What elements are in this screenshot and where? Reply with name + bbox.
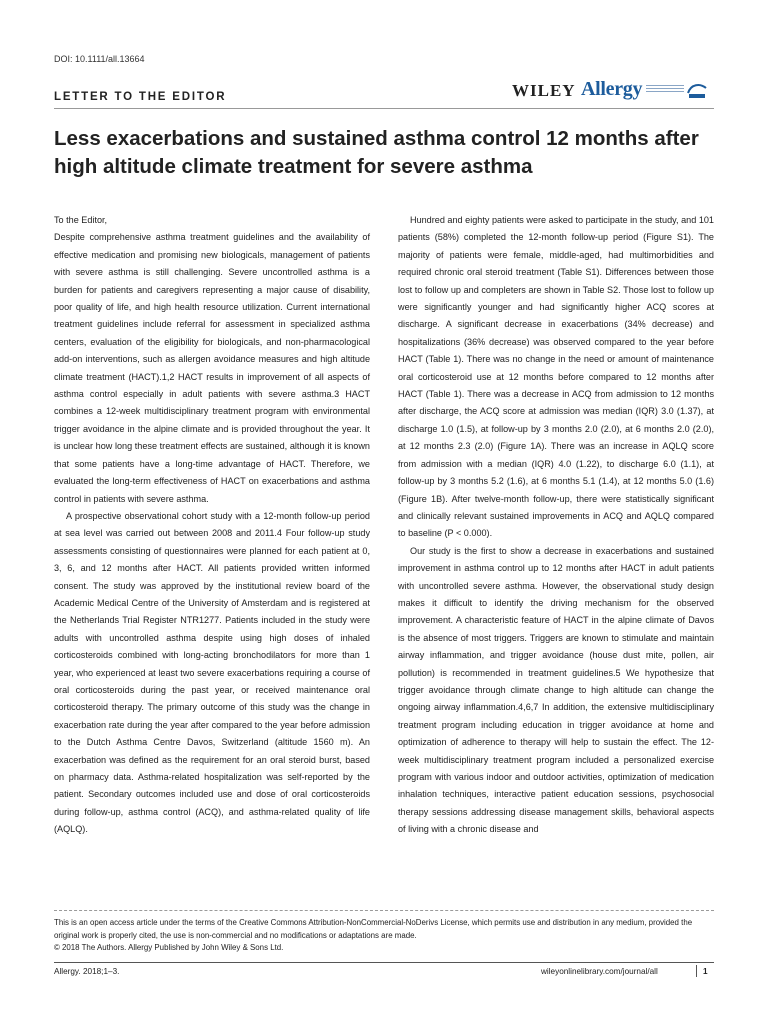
journal-name: Allergy [581,78,643,100]
copyright-text: © 2018 The Authors. Allergy Published by John Wiley & Sons Ltd. [54,943,284,952]
paragraph: A prospective observational cohort study with a 12-month follow-up period at sea level was carried out between 2008 and 2011.4 Four follow-up study assessments consisting of questionnaires were planned for each patient at 0, 3, 6, and 12 months after HACT. All patients provided written informed consent. The study was approved by the institutional review board of the Academic Medical Centre of the University of Amsterdam and is registered at the Netherlands Trial Register NTR1277. Patients included in the study were adults with uncontrolled asthma despite using high doses of inhaled corticosteroids combined with long-acting bronchodilators for more than 1 year, who experienced at least two severe exacerbations requiring a course of oral corticosteroids during the past year, or received maintenance oral corticosteroid therapy. The primary outcome of this study was the change in exacerbation rate during the year after compared to the year before admission to the Dutch Asthma Centre Davos, Switzerland (altitude 1560 m). An exacerbation was defined as the requirement for an oral steroid burst, based on pharmacy data. Asthma-related hospitalization was self-reported by the patient. Secondary outcomes included use and dose of oral corticosteroids during follow-up, asthma control (ACQ), and asthma-related quality of life (AQLQ). [54,510,370,835]
article-title: Less exacerbations and sustained asthma control 12 months after high altitude climate treatment for severe asthma [54,127,699,178]
eaaci-logo-icon [685,82,709,100]
paragraph: Despite comprehensive asthma treatment guidelines and the availability of effective medication and promising new biologicals, management of patients with severe asthma is still challenging. Severe uncontrolled asthma is a burden for patients and caregivers representing a major cause of disability, poor quality of life, and high health resource utilization. Current international treatment guidelines include referral for assessment in specialized asthma centers, evaluation of the eligibility for biologicals, and non-pharmacological add-on interventions, such as allergen avoidance measures and high altitude climate treatment (HACT).1,2 HACT results in improvement of all aspects of asthma control especially in adult patients with severe asthma.3 HACT combines a 12-week multidisciplinary treatment program with environmental trigger avoidance in the alpine climate and is provided throughout the year. It is unclear how long these treatment effects are sustained, although it is known that some patients have a long-time advantage of HACT. Therefore, we evaluated the long-term effectiveness of HACT on exacerbations and asthma control in patients with severe asthma. [54,232,370,504]
publisher-logo: WILEY [512,81,576,100]
license-divider [54,910,714,911]
journal-citation: Allergy. 2018;1–3. [54,967,120,976]
right-column [398,212,714,839]
license-notice [54,917,714,955]
doi-line: DOI: 10.1111/all.13664 [54,54,145,64]
journal-website-link[interactable]: wileyonlinelibrary.com/journal/all [541,967,658,976]
page-separator [696,965,697,977]
header-rule [54,108,714,109]
license-text: This is an open access article under the terms of the Creative Commons Attribution-NonCommercial-NoDerivs License, which permits use and distribution in any medium, provided the original work is properly cited, the use is non-commercial and no modifications or adaptations are made. [54,918,693,940]
left-column [54,212,370,839]
journal-logo [579,79,710,103]
footer-rule [54,962,714,963]
paragraph: Hundred and eighty patients were asked to participate in the study, and 101 patients (58%) completed the 12-month follow-up period (Figure S1). The majority of patients were female, middle-aged, had multimorbidities and required chronic oral steroid treatment (Table S1). Differences between those lost to follow up and completers are shown in Table S2. Those lost to follow up were significantly younger and had significantly higher ACQ scores at discharge. A significant decrease in exacerbations (34% decrease) and hospitalizations (36% decrease) was observed compared to the year before HACT (Table 1). There was no change in the need or amount of maintenance oral corticosteroid use at 12 months before compared to 12 months after HACT (Table 1). There was a decrease in ACQ from admission to 12 months after discharge, the ACQ score at admission was median (IQR) 3.0 (1.37), at discharge 1.0 (1.5), at follow-up by 3 months 2.0 (2.0), at 6 months 2.0 (2.0), at 12 months 2.3 (2.0) (Figure 1A). There was an increase in AQLQ score from admission with a median (IQR) 4.0 (1.22), to discharge 6.0 (1.1), at follow-up by 3 months 5.2 (1.6), at 6 months 5.1 (1.4), at 12 months 5.0 (1.6) (Figure 1B). After twelve-month follow-up, there were statistically significant and clinically relevant sustained improvements in ACQ and AQLQ compared to baseline (P < 0.000). [398,215,714,539]
page-number: 1 [703,967,708,976]
journal-tagline-graphic [646,85,684,95]
salutation: To the Editor, [54,215,108,225]
section-label: LETTER TO THE EDITOR [54,91,227,103]
paragraph: Our study is the first to show a decrease in exacerbations and sustained improvement in asthma control up to 12 months after HACT in adult patients with uncontrolled severe asthma. However, the observational study design makes it difficult to identify the driving mechanism for the observed improvement. A characteristic feature of HACT in the alpine climate of Davos is the absence of most triggers. Triggers are known to stimulate and maintain airway inflammation, and trigger avoidance (house dust mite, pollen, air pollution) is recommended in treatment guidelines.5 We hypothesize that trigger avoidance through climate change to high altitude can change the ongoing airway inflammation.4,6,7 In addition, the extensive multidisciplinary treatment program including education in trigger avoidance at home and optimization of adherence to therapy will help to sustain the effect. The 12-week multidisciplinary treatment program included a personalized exercise program with various indoor and outdoor activities, optimization of medication inhalation techniques, interactive patient education sessions, psychosocial therapy sessions addressing disease management skills, behavioral aspects of living with a chronic disease and [398,545,714,835]
